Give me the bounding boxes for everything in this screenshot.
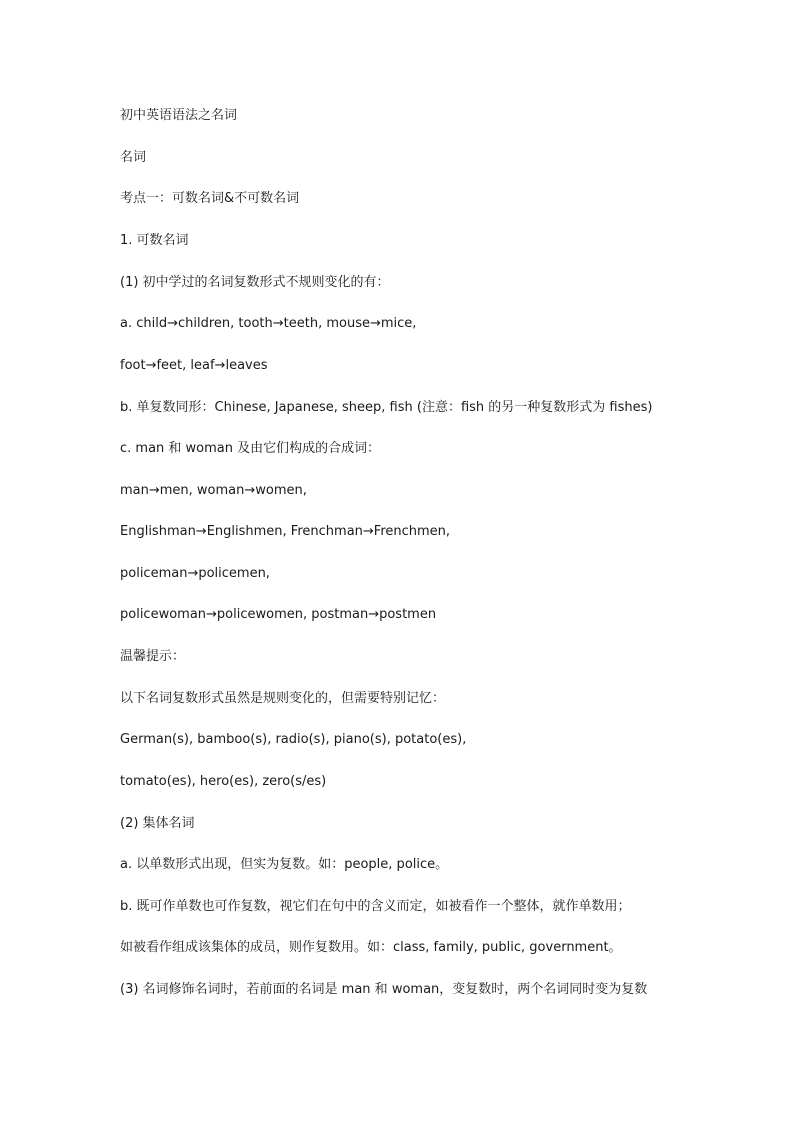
paragraph: foot→feet, leaf→leaves xyxy=(120,358,268,373)
paragraph: policeman→policemen, xyxy=(120,566,270,581)
paragraph: a. 以单数形式出现，但实为复数。如：people, police。 xyxy=(120,857,449,872)
section-heading: 名词 xyxy=(120,150,147,165)
paragraph: 如被看作组成该集体的成员，则作复数用。如：class, family, public, government。 xyxy=(120,940,622,955)
paragraph: (3) 名词修饰名词时，若前面的名词是 man 和 woman，变复数时，两个名词同时变为复数 xyxy=(120,982,648,997)
paragraph: b. 既可作单数也可作复数，视它们在句中的含义而定，如被看作一个整体，就作单数用； xyxy=(120,899,631,914)
paragraph: tomato(es), hero(es), zero(s/es) xyxy=(120,774,327,789)
point-heading: 考点一：可数名词&不可数名词 xyxy=(120,191,300,206)
document-title: 初中英语语法之名词 xyxy=(120,108,238,123)
tip-heading: 温馨提示： xyxy=(120,649,186,664)
paragraph: man→men, woman→women, xyxy=(120,483,307,498)
paragraph: Englishman→Englishmen, Frenchman→Frenchmen, xyxy=(120,524,451,539)
subsection-heading: 1. 可数名词 xyxy=(120,233,189,248)
paragraph: a. child→children, tooth→teeth, mouse→mice, xyxy=(120,316,417,331)
paragraph: 以下名词复数形式虽然是规则变化的，但需要特别记忆： xyxy=(120,691,446,706)
paragraph: policewoman→policewomen, postman→postmen xyxy=(120,607,437,622)
paragraph: b. 单复数同形：Chinese, Japanese, sheep, fish (注意：fish 的另一种复数形式为 fishes) xyxy=(120,400,653,415)
paragraph: c. man 和 woman 及由它们构成的合成词： xyxy=(120,441,381,456)
paragraph: (1) 初中学过的名词复数形式不规则变化的有： xyxy=(120,275,390,290)
paragraph: German(s), bamboo(s), radio(s), piano(s), potato(es), xyxy=(120,732,467,747)
subsection-heading: (2) 集体名词 xyxy=(120,816,195,831)
